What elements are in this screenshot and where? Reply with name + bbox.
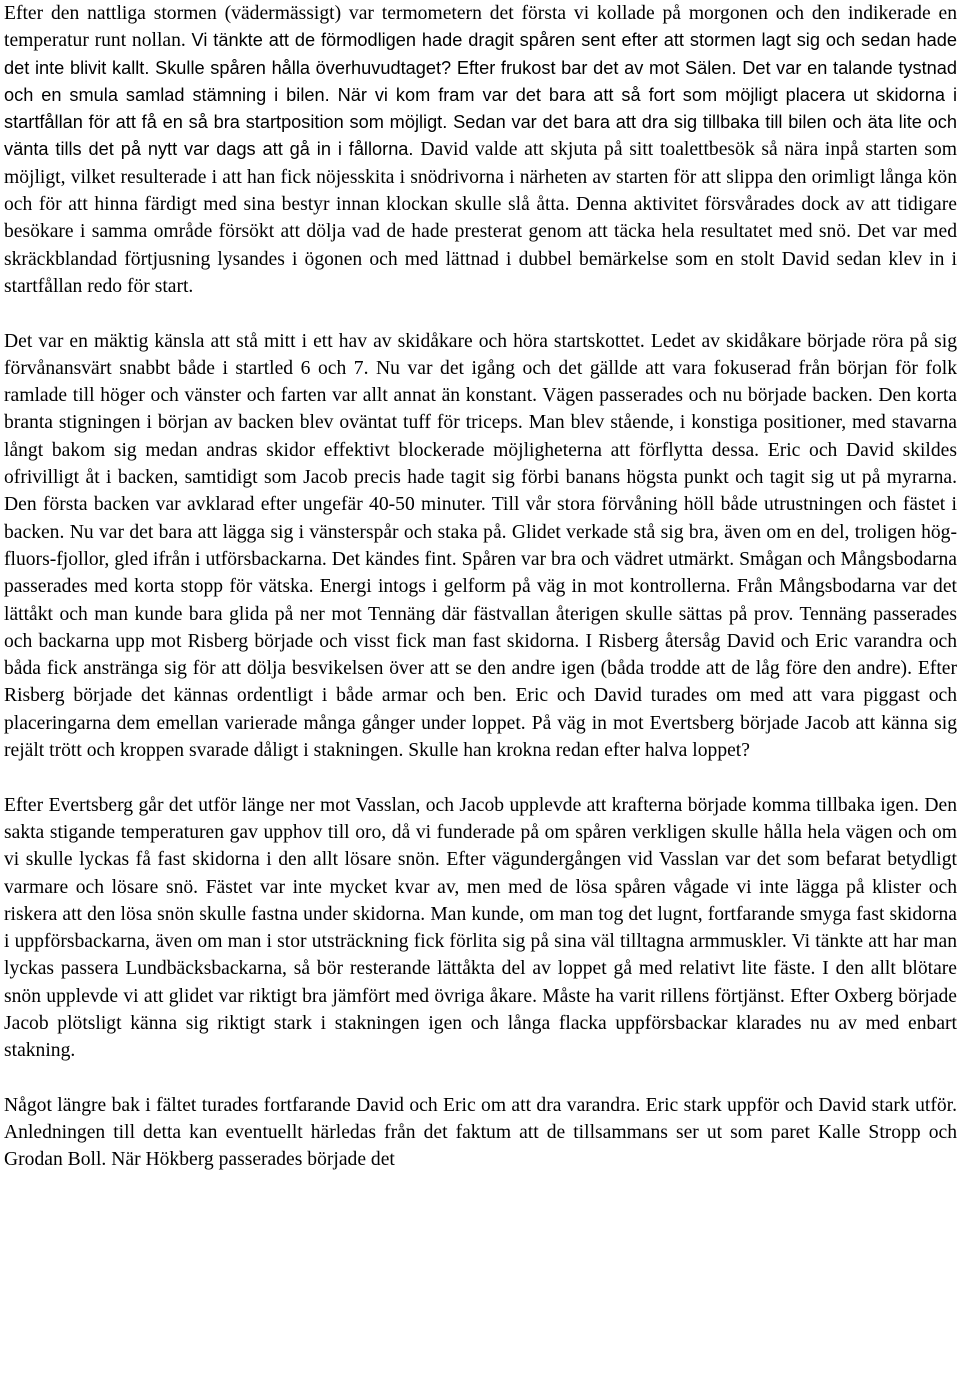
- sentence: Efter Oxberg började Jacob plötsligt känna sig riktigt stark i stakningen igen och långa flacka uppförsbackar klarades nu av med enbart stakning.: [4, 985, 957, 1062]
- sentence: Nu var det bara att lägga sig i vänsterspår och staka på.: [69, 521, 512, 543]
- document-page: [4, 0, 957, 1174]
- sentence: Man blev stående, i konstiga positioner, med stavarna långt bakom sig medan andras skidor effektivt blockerade möjligheterna att förflytta dessa.: [4, 412, 958, 461]
- sentence: Den första backen var avklarad efter ungefär 40-50 minuter.: [4, 494, 492, 516]
- paragraph-2: [4, 328, 957, 765]
- sentence: Eric stark uppför och David stark utför.: [645, 1094, 958, 1116]
- sentence: Spåren var bra och vädret utmärkt.: [461, 548, 740, 570]
- sentence: Det var med skräckblandad förtjusning lysandes i ögonen och med lättnad i dubbel bemärkelse som en stolt David sedan klev in i startfållan redo för start.: [4, 221, 957, 297]
- sentence: Måste ha varit rillens förtjänst.: [542, 985, 791, 1007]
- sentence: Den sakta stigande temperaturen gav upphov till oro, då vi funderade på om spåren verkligen skulle hålla hela vägen och om vi skulle lyckas få fast skidorna i den allt lösare snön.: [4, 794, 957, 871]
- sentence: Vi tänkte att de förmodligen hade dragit spåren sent efter att stormen lagt sig och sedan hade det inte blivit kallt.: [4, 30, 957, 78]
- sentence: Nu var det igång och det gällde att vara fokuserad från början för folk ramlade till höger och vänster och farten var allt annat än konstant.: [4, 357, 957, 407]
- sentence: I den allt blötare snön upplevde vi att glidet var riktigt bra jämfört med övriga åkare.: [4, 958, 957, 1007]
- sentence: Skulle spåren hålla överhuvudtaget?: [155, 57, 457, 78]
- sentence: Eric och David turades om med att vara piggast och placeringarna dem emellan varierade många gånger under loppet.: [4, 685, 958, 734]
- sentence: När Hökberg passerades började det: [111, 1149, 395, 1171]
- sentence: Eric och David skildes ofrivilligt åt i backen, samtidigt som Jacob precis hade tagit sig förbi banans högsta punkt och tagit sig ut på myrarna.: [4, 439, 957, 489]
- sentence: Det kändes fint.: [331, 548, 462, 570]
- sentence: Fästet var inte mycket kvar av, men med de lösa spåren vågade vi inte lägga på klister och riskera att den lösa snön skulle fastna under skidorna.: [4, 876, 957, 925]
- sentence: Sedan var det bara att dra sig tillbaka till bilen och äta lite och vänta tills det på nytt var dags att gå in i fållorna.: [4, 112, 958, 160]
- sentence: Vägen passerades och nu började backen.: [542, 385, 879, 407]
- sentence: På väg in mot Evertsberg började Jacob att känna sig rejält trött och kroppen svarade dåligt i stakningen.: [4, 712, 957, 762]
- sentence: När vi kom fram var det bara att så fort som möjligt placera ut skidorna i startfållan för att få en så bra startposition som möjligt.: [4, 84, 957, 133]
- sentence: Vi tänkte att har man lyckas passera Lundbäcksbackarna, så bör resterande lättåkta del av loppet gå med relativt lite fäste.: [4, 931, 957, 980]
- sentence: I Risberg återsåg David och Eric varandra och båda fick anstränga sig för att dölja besvikelsen över att se den andre igen (båda trodde att de låg före den andre).: [4, 630, 957, 680]
- paragraph-4: [4, 1092, 957, 1174]
- sentence: Energi intogs i gelform på väg in mot kontrollerna.: [319, 576, 737, 598]
- sentence: Efter Evertsberg går det utför länge ner mot Vasslan, och Jacob upplevde att krafterna började komma tillbaka igen.: [4, 794, 925, 816]
- sentence: Efter frukost bar det av mot Sälen.: [456, 57, 743, 78]
- sentence: Tennäng passerades och backarna upp mot Risberg började och visst fick man fast skidorna.: [4, 603, 957, 652]
- sentence: Till vår stora förvåning höll både utrustningen och fästet i backen.: [4, 494, 957, 543]
- paragraph-1: [4, 0, 957, 300]
- sentence: Något längre bak i fältet turades fortfarande David och Eric om att dra varandra.: [4, 1094, 646, 1116]
- sentence: Den korta branta stigningen i början av backen blev oväntat tuff för triceps.: [4, 385, 957, 434]
- sentence: Det var en talande tystnad och en smula samlad stämning i bilen.: [4, 57, 957, 105]
- sentence: Från Mångsbodarna var det lättåkt och man kunde bara glida på ner mot Tennäng där fästvallan återigen skulle sättas på prov.: [4, 576, 957, 625]
- sentence: Anledningen till detta kan eventuellt härledas från det faktum att de tillsammans ser ut som paret Kalle Stropp och Grodan Boll.: [4, 1122, 957, 1171]
- sentence: Efter den nattliga stormen (vädermässigt) var termometern det första vi kollade på morgonen och den indikerade en temperatur runt nollan.: [4, 3, 957, 52]
- sentence: Glidet verkade stå sig bra, även om en del, troligen hög-fluors-fjollor, gled ifrån i utförsbackarna.: [4, 521, 957, 570]
- sentence: Skulle han krokna redan efter halva loppet?: [408, 740, 750, 762]
- paragraph-3: [4, 792, 957, 1065]
- sentence: Efter vägundergången vid Vasslan var det som befarat betydligt varmare och lösare snö.: [4, 849, 957, 898]
- sentence: Man kunde, om man tog det lugnt, fortfarande smyga fast skidorna i uppförsbackarna, även om man i stor utsträckning fick förlita sig på sina väl tilltagna armmuskler.: [4, 903, 957, 953]
- sentence: Denna aktivitet försvårades dock av att tidigare besökare i samma område försökt att dölja vad de hade presterat genom att täcka hela resultatet med snö.: [4, 194, 957, 243]
- sentence: David valde att skjuta på sitt toalettbesök så nära inpå starten som möjligt, vilket resulterade i att han fick nöjesskita i snödrivorna i närheten av starten för att slippa den orimligt långa kön och för att hinna färdigt med sina bestyr innan klockan skulle slå åtta.: [4, 139, 957, 216]
- sentence: Efter Risberg började det kännas ordentligt i både armar och ben.: [4, 658, 957, 707]
- sentence: Smågan och Mångsbodarna passerades med korta stopp för vätska.: [4, 548, 957, 598]
- sentence: Det var en mäktig känsla att stå mitt i ett hav av skidåkare och höra startskottet.: [4, 330, 651, 352]
- sentence: Ledet av skidåkare började röra på sig förvånansvärt snabbt både i startled 6 och 7.: [4, 330, 957, 379]
